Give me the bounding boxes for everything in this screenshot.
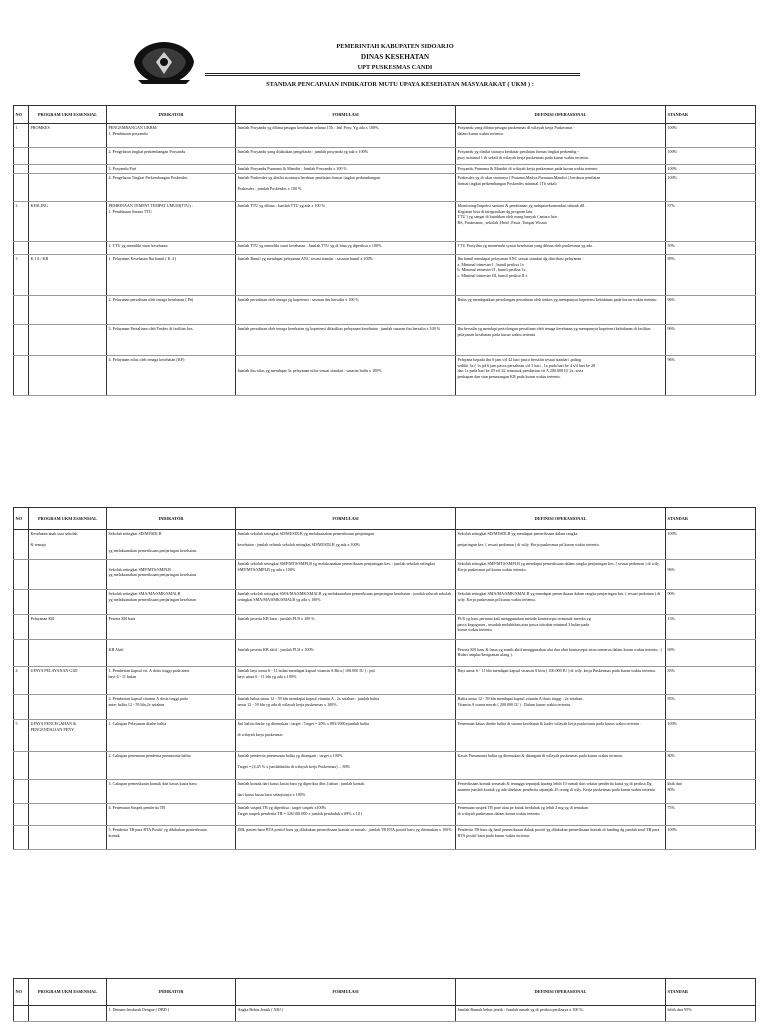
cell-formulasi: Jumlah sekolah setingkat SMP/MTS/SMPLB yg melaksanakan pemeriksaan penjaringan kes. : jumlah sekolah setingkat SMP/MTS/SMPLB yg ada x 100% <box>236 560 456 590</box>
cell-program <box>29 148 107 165</box>
cell-formulasi: Jumlah peserta KB baru : jumlah PUS x 100 % <box>236 615 456 640</box>
cell-no <box>14 695 29 720</box>
cell-indikator: 2. Cakupan penemuan penderita pneumonia balita <box>107 752 236 780</box>
cell-definisi: Sekolah setingkat SD/MI/SDLB yg mendapat pemeriksaan dalam rangka penjaringan kes. ( sesuai pedoman ) di wily. Kerja puskesmas pd kurun waktu tertentu. <box>456 530 666 560</box>
cell-definisi: Poskesdes yg di ukur stratanya ( Pratama,Madya,Purnama,Mandiri ) berdasar penilaian format tingkat perkembangan Poskesdes minimal 1Th sekali <box>456 174 666 202</box>
cell-program: KESLING <box>29 202 107 242</box>
cell-formulasi: Jumlah persalinan oleh tenaga kesehatan yg kopetensi difasilitas pelayanan kesehatan : jumlah sasaran ibu bersalin x 100 % <box>236 325 456 356</box>
header-puskesmas: UPT PUSKESMAS CANDI <box>357 64 433 71</box>
cell-indikator: 2. TTU yg memiliki surat kesehatan <box>107 242 236 255</box>
cell-program: Kesehatan anak usia sekolah & remaja <box>29 530 107 560</box>
cell-no: 5 <box>14 720 29 752</box>
table-row <box>14 1006 756 1022</box>
indicator-table-1 <box>13 105 756 396</box>
table-row <box>14 804 756 826</box>
cell-definisi: Posyandu Purnama & Mandiri di wilayah kerja puskesmas pada kurun waktu tertentu <box>456 165 666 174</box>
cell-definisi: Peserta KB baru & lama yg masih aktif menggunakan alat dan obat kontrasepsi terus menerus dalam kurun waktu tertentu . ( Hidari amplur/kerigranan ulang ). <box>456 640 666 667</box>
cell-formulasi: Jumlah Posyandu Purnama & Mandiri : Jumlah Posyandu x 100 % <box>236 165 456 174</box>
cell-standar: 13% <box>666 615 756 640</box>
cell-definisi: Ibu hamil mendapat pelayanan ANC sesuai standart dg distribusi pelayanan : a. Minimal trimester I , bumil periksa 1x b. Minimal trimester II , bumil periksa 1x c. Minimal trimester III, bumil periksa II x <box>456 255 666 296</box>
cell-formulasi: Jumlah ibu nifas yg mendapat 3x pelayanan nifas sesuai standart : sasaran bulin x 100% <box>236 356 456 396</box>
header-divider <box>205 73 580 74</box>
cell-indikator: 3. Posyandu Purí <box>107 165 236 174</box>
cell-standar: 69% <box>666 640 756 667</box>
cell-standar: 100% <box>666 174 756 202</box>
page-title: STANDAR PENCAPAIAN INDIKATOR MUTU UPAYA KESEHATAN MASYARAKAT ( UKM ) : <box>266 81 534 88</box>
col-standar: STANDAR <box>666 979 756 1006</box>
cell-program <box>29 242 107 255</box>
table-row <box>14 165 756 174</box>
table-row <box>14 590 756 615</box>
cell-formulasi: Jumlah penderita pneumonia balita yg ditangani : target x 100% Target = (4,45 % x jumlahbalita di wilayah kerja Puskesmas) ... 80% <box>236 752 456 780</box>
cell-indikator: KB Aktif <box>107 640 236 667</box>
cell-definisi: Posyandu yg dinilai strataya berdasar penilaian format tingkat perkembg - psoy minimal 1 th sekali di wilayah kerja puskesmas pada kurun waktu tertentu. <box>456 148 666 165</box>
cell-no <box>14 148 29 165</box>
cell-no <box>14 826 29 850</box>
cell-definisi: Pelayana kepada ibu 6 jam s/d 42 hari pasca bersalin sesuai standart ,paling sedikit 3x ( 1x pd 6 jam pasca persalinan s/d 3 hari , 1x pada hari ke 4 s/d hari ke 28 dan 1x pada hari ke 29 s/d 42 termasuk pemberian vit A 200.000 IU 2x, serta penkapan dan stan pemasangan KB pada kurun waktu tertentu. <box>456 356 666 396</box>
col-no: NO <box>14 106 29 124</box>
cell-indikator: Sekolah setingkat SMP/MTS/SMPLB yg melaksanakan pemeriksaan penjaringan kesehatan <box>107 560 236 590</box>
table-row <box>14 695 756 720</box>
cell-definisi: Penderita TB baru dg hasil pemeriksaan dahak positif yg dilakukan pemeriksaan kontak di lunding dg jumlah total TB para BTA positif baru pada kurun waktu tertentu. <box>456 826 666 850</box>
table-row <box>14 615 756 640</box>
table-row <box>14 720 756 752</box>
col-standar: STANDAR <box>666 106 756 124</box>
cell-formulasi: Jumlah Posyandu yg dibina petugas kesehatan selama 1Th : Jml Posy. Yg ada x 100% <box>236 124 456 148</box>
cell-program: Pelayanan KB <box>29 615 107 640</box>
col-program: PROGRAM UKM ESSENSIAL <box>29 979 107 1006</box>
cell-standar: kbik dari 80% <box>666 780 756 804</box>
cell-no <box>14 296 29 325</box>
cell-indikator: 2. Pengelaran tingkat perkembangan Posyandu <box>107 148 236 165</box>
cell-formulasi: Jumlah kontak dari kasus kusta baru yg diperiksa dlm 1tahun : jumlah kontak dari kasus kusta baru selanjutnya x 100% <box>236 780 456 804</box>
cell-program <box>29 165 107 174</box>
table-row <box>14 560 756 590</box>
cell-indikator: 2. Pelayanan persalinan oleh tenaga kesehatan ( Pn) <box>107 296 236 325</box>
cell-definisi: Penemuan kasus diarhe balita di sarana kesehatan & kader wilayah kerja puskesmas pada kurun waktu tertentu . <box>456 720 666 752</box>
cell-definisi: TTU Prasyilna yg memenuhi syarat kesehatan yang dibina oleh puskesmas yg ada. <box>456 242 666 255</box>
cell-indikator: 1. Pelayanan Kesehatan Ibu hamil ( K 4 ) <box>107 255 236 296</box>
cell-standar: 80% <box>666 752 756 780</box>
cell-formulasi: Jumlah persalinan oleh tenaga yg kopetensi : sasaran ibu bersalin x 100 % <box>236 296 456 325</box>
cell-standar: 96% <box>666 325 756 356</box>
cell-no <box>14 590 29 615</box>
cell-standar: 100% <box>666 826 756 850</box>
cell-no <box>14 165 29 174</box>
cell-no: 2 <box>14 202 29 242</box>
col-no: NO <box>14 508 29 530</box>
cell-no <box>14 752 29 780</box>
col-indikator: INDIKATOR <box>107 979 236 1006</box>
cell-standar: 96% <box>666 560 756 590</box>
cell-standar: 96% <box>666 296 756 325</box>
cell-no <box>14 242 29 255</box>
cell-standar: 96% <box>666 356 756 396</box>
cell-formulasi: Jumlah TTU yg dibina : Jumlah TTU yg ada x 100 % <box>236 202 456 242</box>
cell-no <box>14 780 29 804</box>
cell-definisi: Balita umur 12 - 59 bln mendapat kapsul vitamin A dosis tinggi , 2x setahun . Vitamin A warna merah ( 200.000 IU ) . Dalam kurun waktu tertentu. <box>456 695 666 720</box>
cell-indikator: 3. Pelayanan Persalinan oleh Tenkes di fasilitas kes. <box>107 325 236 356</box>
cell-formulasi: Jumlah balita umur 12 - 59 bln mendapat kapsul vitamin A , 2x setahun : jumlah balita umur 12 - 59 bln yg ada di wilayah kerja puskesmas x 100%. <box>236 695 456 720</box>
cell-standar: 100% <box>666 720 756 752</box>
indicator-table-3 <box>13 978 756 1022</box>
cell-program: K I A / KB <box>29 255 107 296</box>
cell-formulasi: Jumlah peserta KB aktif : jumlah PUS x 100% <box>236 640 456 667</box>
cell-program <box>29 640 107 667</box>
table-row <box>14 255 756 296</box>
cell-standar: 90% <box>666 590 756 615</box>
cell-formulasi: JML pasien baru BTA positif baru yg dilakukan pemeriksaan kontak se rumah : jumlah TB BTA positif baru yg ditemukan x 100% <box>236 826 456 850</box>
header-divider-thin <box>205 75 580 76</box>
cell-no <box>14 325 29 356</box>
table-row <box>14 752 756 780</box>
col-definisi: DEFINISI OPERASIONAL <box>456 508 666 530</box>
indicator-table-2 <box>13 507 756 850</box>
cell-definisi: Jumlah Rumah bebas jentik : Jumlah rumah yg di periksa periksaya x 100 %. <box>456 1006 666 1022</box>
cell-indikator: 1. Pemberian kapsul vit. A dosis tinggi pada anter bayi 6 - 11 bulan <box>107 667 236 695</box>
cell-indikator: 4. Penemuan Suspek penderita TB <box>107 804 236 826</box>
cell-no: 1 <box>14 124 29 148</box>
cell-standar: 83% <box>666 667 756 695</box>
cell-indikator: 4. Pengelaran Tingkat Perkembangan Poskesdes <box>107 174 236 202</box>
table-header-row <box>14 508 756 530</box>
cell-program <box>29 325 107 356</box>
cell-formulasi: Jumlah Posyandu yang dilakukan pengelaran : jumlah posyandu yg ada x 100% <box>236 148 456 165</box>
cell-definisi: Ibu bersalin yg mendapt pertolongan persalinan oleh tenaga kesehatan yg mempunyai kopetensi kebidanan di fasilitas pelayanan kesehatan pada kurun waktu tertentu <box>456 325 666 356</box>
cell-definisi: Penemuan suspek TB pare atau pe batuk berdahak yg lebih 2 mg yg di temukan di wilayah puskesmas dalam kurun waktu tertentu . <box>456 804 666 826</box>
cell-program <box>29 296 107 325</box>
cell-indikator: Peserta KB baru <box>107 615 236 640</box>
cell-no <box>14 804 29 826</box>
table-header-row <box>14 979 756 1006</box>
cell-definisi: Bulin yg mendapatkan pertolongan persalinan oleh tenkes yg mempunyai kopetensi kebidanan pada kurun waktu tertentu . <box>456 296 666 325</box>
col-program: PROGRAM UKM ESSENSIAL <box>29 508 107 530</box>
cell-definisi: Monitoring/Inspeksi sanitasi & pembinaan yg mdapatrekomendasi tahunk dll. Kegiatan bisa di integrasikan dg program lain. TTU ) yg sangat di butuhkan oleh orang banyak ( antara lain : RS, Puskesmas , sekolah ,Hotel ,Pasar ,Tempat Wisata <box>456 202 666 242</box>
col-program: PROGRAM UKM ESSENSIAL <box>29 106 107 124</box>
cell-definisi: Pemeriksaan kontak serumah & tetangga sepanjak kurang lebih 10 rumah dari sekitar penderita kusta yg di periksa Dg anamne jumlah kontak yg ada disekitar penderita sepanjak 25 orang di wily. Kerja puskesmas pada kurun waktu tertentu <box>456 780 666 804</box>
cell-indikator: Sekolah setingkat SMA/MA/SMK/SMALB yg melaksanakan pemeriksaan penjaringan kesehatan <box>107 590 236 615</box>
table-row <box>14 148 756 165</box>
cell-program: UPAYA PENCEGAHAN & PENGENDALIAN PENY. <box>29 720 107 752</box>
cell-no <box>14 174 29 202</box>
table-row <box>14 780 756 804</box>
cell-indikator: Sekolah setingkat SD/MI/SDLB yg melaksanakan pemeriksaan penjaringan kesehatan. <box>107 530 236 560</box>
cell-definisi: Sekolah setingkat SMP/MTS/SMPLB yg mendapat pemeriksaan dalam rangka penjaringan kes. ( sesuai pedoman ) di wily. Kerja puskesmas pd kurun waktu tertentu. <box>456 560 666 590</box>
cell-indikator: 3. Cakupan pemeriksaan kontak dari kasus kusta baru <box>107 780 236 804</box>
cell-indikator: 4. Pelayanan nifas oleh tenaga kesehatan (KF) <box>107 356 236 396</box>
cell-indikator: PEMBINAAN TEMPAT TEMPAT UMUM(TTU) : 1. Pembinaan Sarana TTU <box>107 202 236 242</box>
col-formulasi: FORMULASI <box>236 508 456 530</box>
table-row <box>14 640 756 667</box>
cell-no <box>14 356 29 396</box>
cell-program <box>29 560 107 590</box>
cell-program: PROMKES <box>29 124 107 148</box>
col-formulasi: FORMULASI <box>236 979 456 1006</box>
cell-standar: 89% <box>666 255 756 296</box>
cell-formulasi: Jumlah bayi umur 6 - 11 bulan mendapat kapsul vitamin A Biru ( 100.000 IU ) : jml bayi umur 6 - 11 bln yg ada x 100% <box>236 667 456 695</box>
cell-indikator: 5. Penderita TB para BTA Positif yg dilakukan pemeriksaan kontak <box>107 826 236 850</box>
col-definisi: DEFINISI OPERASIONAL <box>456 106 666 124</box>
table-row <box>14 202 756 242</box>
cell-indikator: 1. Demam berdarah Dengue ( DBD ) <box>107 1006 236 1022</box>
col-formulasi: FORMULASI <box>236 106 456 124</box>
cell-indikator: 2. Pemberian kapsul vitamin A dosis tinggi pada anter balita 12 - 59 bln,2x setahun <box>107 695 236 720</box>
cell-program <box>29 356 107 396</box>
cell-formulasi: Jumlah suspek TB yg diperiksa : target suspek x100% Target suspek penderita TB = 326/100.000 x jumlah penduduk x 69% x 10 ) <box>236 804 456 826</box>
cell-indikator: PENGEMBANGAN UKBM: 1. Pembinaan posyandu <box>107 124 236 148</box>
cell-formulasi: Jumlah Poskesdes yg dinilai stratanya berdasar penilaian format tingkat perkembangan Poskesdes : jumlah Poskesdes x 100 % <box>236 174 456 202</box>
cell-formulasi: Jumlah sekolah setingkat SMA/MA/SMK/SMALB yg melaksanakan pemeriksaan penjaringan kesehatan : jumlah seluruh sekolah setingkat SMA/MA/SMK/SMALB yg ada x 100% <box>236 590 456 615</box>
cell-program <box>29 695 107 720</box>
table-row <box>14 325 756 356</box>
header-government: PEMERINTAH KABUPATEN SIDOARJO <box>336 43 454 50</box>
cell-standar: 100% <box>666 165 756 174</box>
cell-standar: 100% <box>666 148 756 165</box>
cell-formulasi: Jumlah sekolah setingkat SD/MI/SDLB yg melaksanakan pemeriksaan penjaringan kesehatan : jumlah seluruh sekolah setingkat SD/MI/SDLB yg ada x 100% <box>236 530 456 560</box>
cell-standar: 85% <box>666 695 756 720</box>
cell-definisi: Bayi umur 6 - 11 bln mendapat kapsul vitamin A biru ( 100.000 IU ) di wily. kerja Puskesmas pada kurun waktu tertentu. <box>456 667 666 695</box>
table-header-row <box>14 106 756 124</box>
col-indikator: INDIKATOR <box>107 106 236 124</box>
cell-standar: 59% <box>666 242 756 255</box>
cell-formulasi: Jumlah Bumil yg mendapat pelayanan ANC sesuai standar : sasaran bumil x 100% <box>236 255 456 296</box>
cell-no: 4 <box>14 667 29 695</box>
cell-program <box>29 174 107 202</box>
col-no: NO <box>14 979 29 1006</box>
cell-formulasi: Angka Bebas Jentik ( ABJ ) <box>236 1006 456 1022</box>
cell-definisi: Posyandu yang dibina petugas puskesmas di wilayah kerja Puskesmas - dalam kurun waktu tertentu. <box>456 124 666 148</box>
cell-standar: 100% <box>666 124 756 148</box>
cell-program <box>29 1006 107 1022</box>
cell-program <box>29 752 107 780</box>
district-seal-logo <box>132 40 196 86</box>
table-row <box>14 826 756 850</box>
col-standar: STANDAR <box>666 508 756 530</box>
table-row <box>14 296 756 325</box>
cell-program <box>29 826 107 850</box>
header-department: DINAS KESEHATAN <box>360 53 430 61</box>
cell-no <box>14 1006 29 1022</box>
cell-program <box>29 780 107 804</box>
col-indikator: INDIKATOR <box>107 508 236 530</box>
cell-no <box>14 615 29 640</box>
cell-indikator: 1. Cakupan Pelayanan diarhe balita <box>107 720 236 752</box>
col-definisi: DEFINISI OPERASIONAL <box>456 979 666 1006</box>
cell-definisi: Kasus Pneumonia balita yg ditemukan & ditangani di wilayah puskesmas pada kurun waktu tertentu. <box>456 752 666 780</box>
table-row <box>14 174 756 202</box>
table-row <box>14 530 756 560</box>
cell-standar: 87% <box>666 202 756 242</box>
cell-no: 3 <box>14 255 29 296</box>
cell-definisi: PUS yg baru pertama kali menggunakan metode kontrasepsi termasuk mereka yg pasca keguguran , sesudah melahirkan,atau pasca istirahat minimal 3 bulan pada kurun waktu tertentu. <box>456 615 666 640</box>
cell-formulasi: Jumlah TTU yg memiliki surat kesehatan : Jumlah TTU yg di bina yg diperiksa x 100% <box>236 242 456 255</box>
cell-standar: 100% <box>666 530 756 560</box>
cell-program <box>29 590 107 615</box>
table-row <box>14 667 756 695</box>
cell-program <box>29 804 107 826</box>
table-row <box>14 124 756 148</box>
cell-no <box>14 640 29 667</box>
cell-definisi: Sekolah setingkat SMA/MA/SMK/SMALB yg mendapat pemeriksaan dalam rangka penjaringan kes. ( sesuai pedoman ) di wily. Kerja puskesmas pd kurun waktu tertentu. <box>456 590 666 615</box>
table-row <box>14 242 756 255</box>
table-row <box>14 356 756 396</box>
cell-no <box>14 560 29 590</box>
cell-standar: 75% <box>666 804 756 826</box>
cell-program: UPAYA PELAYANAN GIZI <box>29 667 107 695</box>
cell-standar: lebih dari 95% <box>666 1006 756 1022</box>
cell-formulasi: Jml balita diarhe yg ditemukan : target : Target = 20% x 883/1000xjumlah balita di wilayah kerja puskesmas <box>236 720 456 752</box>
cell-no <box>14 530 29 560</box>
